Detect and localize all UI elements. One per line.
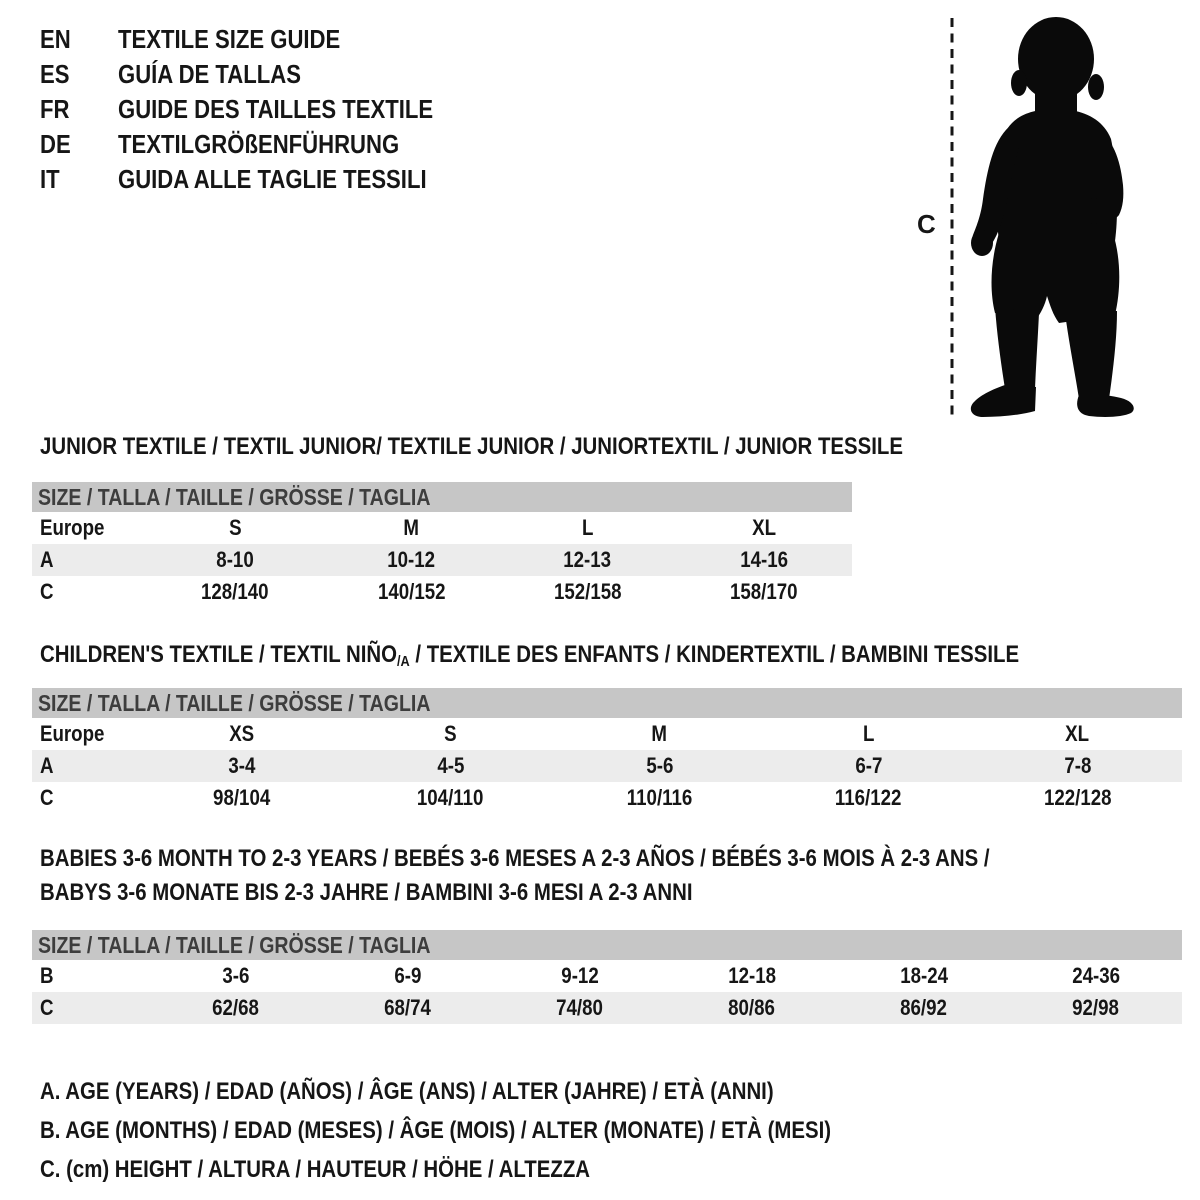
measurement-legend bbox=[40, 1072, 971, 1189]
table-cell: 80/86 bbox=[728, 995, 776, 1020]
junior-size-table bbox=[32, 482, 852, 608]
babies-section-title-line2: BABYS 3-6 MONATE BIS 2-3 JAHRE / BAMBINI 3-6 MESI A 2-3 ANNI bbox=[40, 879, 693, 906]
row-label: B bbox=[40, 963, 54, 988]
babies-section-title-line1: BABIES 3-6 MONTH TO 2-3 YEARS / BEBÉS 3-6 MESES A 2-3 AÑOS / BÉBÉS 3-6 MOIS À 2-3 ANS / bbox=[40, 845, 990, 872]
children-section-title: CHILDREN'S TEXTILE / TEXTIL NIÑO/A / TEXTILE DES ENFANTS / KINDERTEXTIL / BAMBINI TESSILE bbox=[40, 641, 1020, 670]
language-code: IT bbox=[40, 164, 60, 194]
table-cell: 6-9 bbox=[394, 963, 422, 988]
row-label: C bbox=[40, 579, 54, 604]
table-row-age bbox=[32, 544, 852, 576]
table-cell: 92/98 bbox=[1072, 995, 1120, 1020]
row-label: Europe bbox=[40, 515, 105, 540]
row-label: A bbox=[40, 547, 54, 572]
height-dashed-line-icon bbox=[949, 18, 955, 416]
language-code: FR bbox=[40, 94, 70, 124]
junior-section-title: JUNIOR TEXTILE / TEXTIL JUNIOR/ TEXTILE JUNIOR / JUNIORTEXTIL / JUNIOR TESSILE bbox=[40, 433, 903, 460]
table-cell: 3-4 bbox=[227, 753, 256, 778]
row-label: Europe bbox=[40, 721, 105, 746]
language-code: DE bbox=[40, 129, 71, 159]
table-cell: 18-24 bbox=[900, 963, 948, 988]
table-cell: 74/80 bbox=[556, 995, 604, 1020]
height-measure-figure bbox=[905, 10, 1175, 425]
babies-size-table bbox=[32, 930, 1182, 1024]
size-table-header: SIZE / TALLA / TAILLE / GRÖSSE / TAGLIA bbox=[32, 688, 1182, 718]
table-cell: 116/122 bbox=[835, 785, 902, 810]
table-row-europe bbox=[32, 718, 1182, 750]
language-row-es bbox=[40, 57, 489, 92]
guide-title-it: GUIDA ALLE TAGLIE TESSILI bbox=[118, 164, 427, 194]
table-cell: 3-6 bbox=[222, 963, 250, 988]
table-cell: M bbox=[651, 721, 668, 746]
table-cell: XS bbox=[229, 721, 254, 746]
table-cell: 158/170 bbox=[730, 579, 798, 604]
guide-title-de: TEXTILGRÖßENFÜHRUNG bbox=[118, 129, 400, 159]
language-code: ES bbox=[40, 59, 70, 89]
language-row-fr bbox=[40, 92, 489, 127]
table-cell: 7-8 bbox=[1063, 753, 1092, 778]
language-row-it bbox=[40, 162, 489, 197]
language-title-list bbox=[40, 22, 489, 197]
table-cell: 122/128 bbox=[1043, 785, 1112, 810]
table-row-height bbox=[32, 576, 852, 608]
children-size-table bbox=[32, 688, 1182, 814]
table-cell: L bbox=[862, 721, 875, 746]
table-cell: 98/104 bbox=[212, 785, 271, 810]
table-cell: XL bbox=[1065, 721, 1090, 746]
table-cell: 104/110 bbox=[417, 785, 484, 810]
table-cell: 140/152 bbox=[377, 579, 446, 604]
language-row-de bbox=[40, 127, 489, 162]
toddler-silhouette-icon bbox=[963, 15, 1153, 417]
table-cell: 12-13 bbox=[563, 547, 612, 572]
row-label: C bbox=[40, 785, 54, 810]
table-cell: 8-10 bbox=[216, 547, 254, 572]
legend-line-c: C. (cm) HEIGHT / ALTURA / HAUTEUR / HÖHE / ALTEZZA bbox=[40, 1155, 591, 1183]
height-measure-label: C bbox=[917, 209, 936, 239]
table-cell: 12-18 bbox=[728, 963, 776, 988]
table-cell: 128/140 bbox=[201, 579, 269, 604]
table-cell: M bbox=[403, 515, 420, 540]
table-cell: 5-6 bbox=[645, 753, 674, 778]
nino-a-subscript: /A bbox=[396, 653, 410, 670]
table-cell: 24-36 bbox=[1072, 963, 1120, 988]
table-cell: S bbox=[444, 721, 457, 746]
table-cell: S bbox=[228, 515, 242, 540]
table-cell: 86/92 bbox=[900, 995, 948, 1020]
table-row-height bbox=[32, 782, 1182, 814]
table-cell: 4-5 bbox=[436, 753, 465, 778]
table-row-age bbox=[32, 750, 1182, 782]
size-table-header: SIZE / TALLA / TAILLE / GRÖSSE / TAGLIA bbox=[32, 930, 1182, 960]
table-cell: XL bbox=[751, 515, 776, 540]
table-cell: L bbox=[581, 515, 594, 540]
table-cell: 6-7 bbox=[854, 753, 883, 778]
language-row-en bbox=[40, 22, 489, 57]
legend-line-a: A. AGE (YEARS) / EDAD (AÑOS) / ÂGE (ANS) / ALTER (JAHRE) / ETÀ (ANNI) bbox=[40, 1077, 774, 1105]
guide-title-fr: GUIDE DES TAILLES TEXTILE bbox=[118, 94, 434, 124]
size-table-header: SIZE / TALLA / TAILLE / GRÖSSE / TAGLIA bbox=[32, 482, 852, 512]
guide-title-es: GUÍA DE TALLAS bbox=[118, 59, 301, 89]
row-label: C bbox=[40, 995, 54, 1020]
guide-title-en: TEXTILE SIZE GUIDE bbox=[118, 24, 341, 54]
table-row-height bbox=[32, 992, 1182, 1024]
row-label: A bbox=[40, 753, 54, 778]
table-cell: 110/116 bbox=[626, 785, 693, 810]
table-cell: 68/74 bbox=[384, 995, 432, 1020]
table-cell: 152/158 bbox=[553, 579, 622, 604]
table-cell: 10-12 bbox=[387, 547, 436, 572]
table-cell: 62/68 bbox=[212, 995, 260, 1020]
table-cell: 14-16 bbox=[739, 547, 788, 572]
table-cell: 9-12 bbox=[561, 963, 599, 988]
table-row-months bbox=[32, 960, 1182, 992]
table-row-europe bbox=[32, 512, 852, 544]
language-code: EN bbox=[40, 24, 71, 54]
legend-line-b: B. AGE (MONTHS) / EDAD (MESES) / ÂGE (MOIS) / ALTER (MONATE) / ETÀ (MESI) bbox=[40, 1116, 832, 1144]
